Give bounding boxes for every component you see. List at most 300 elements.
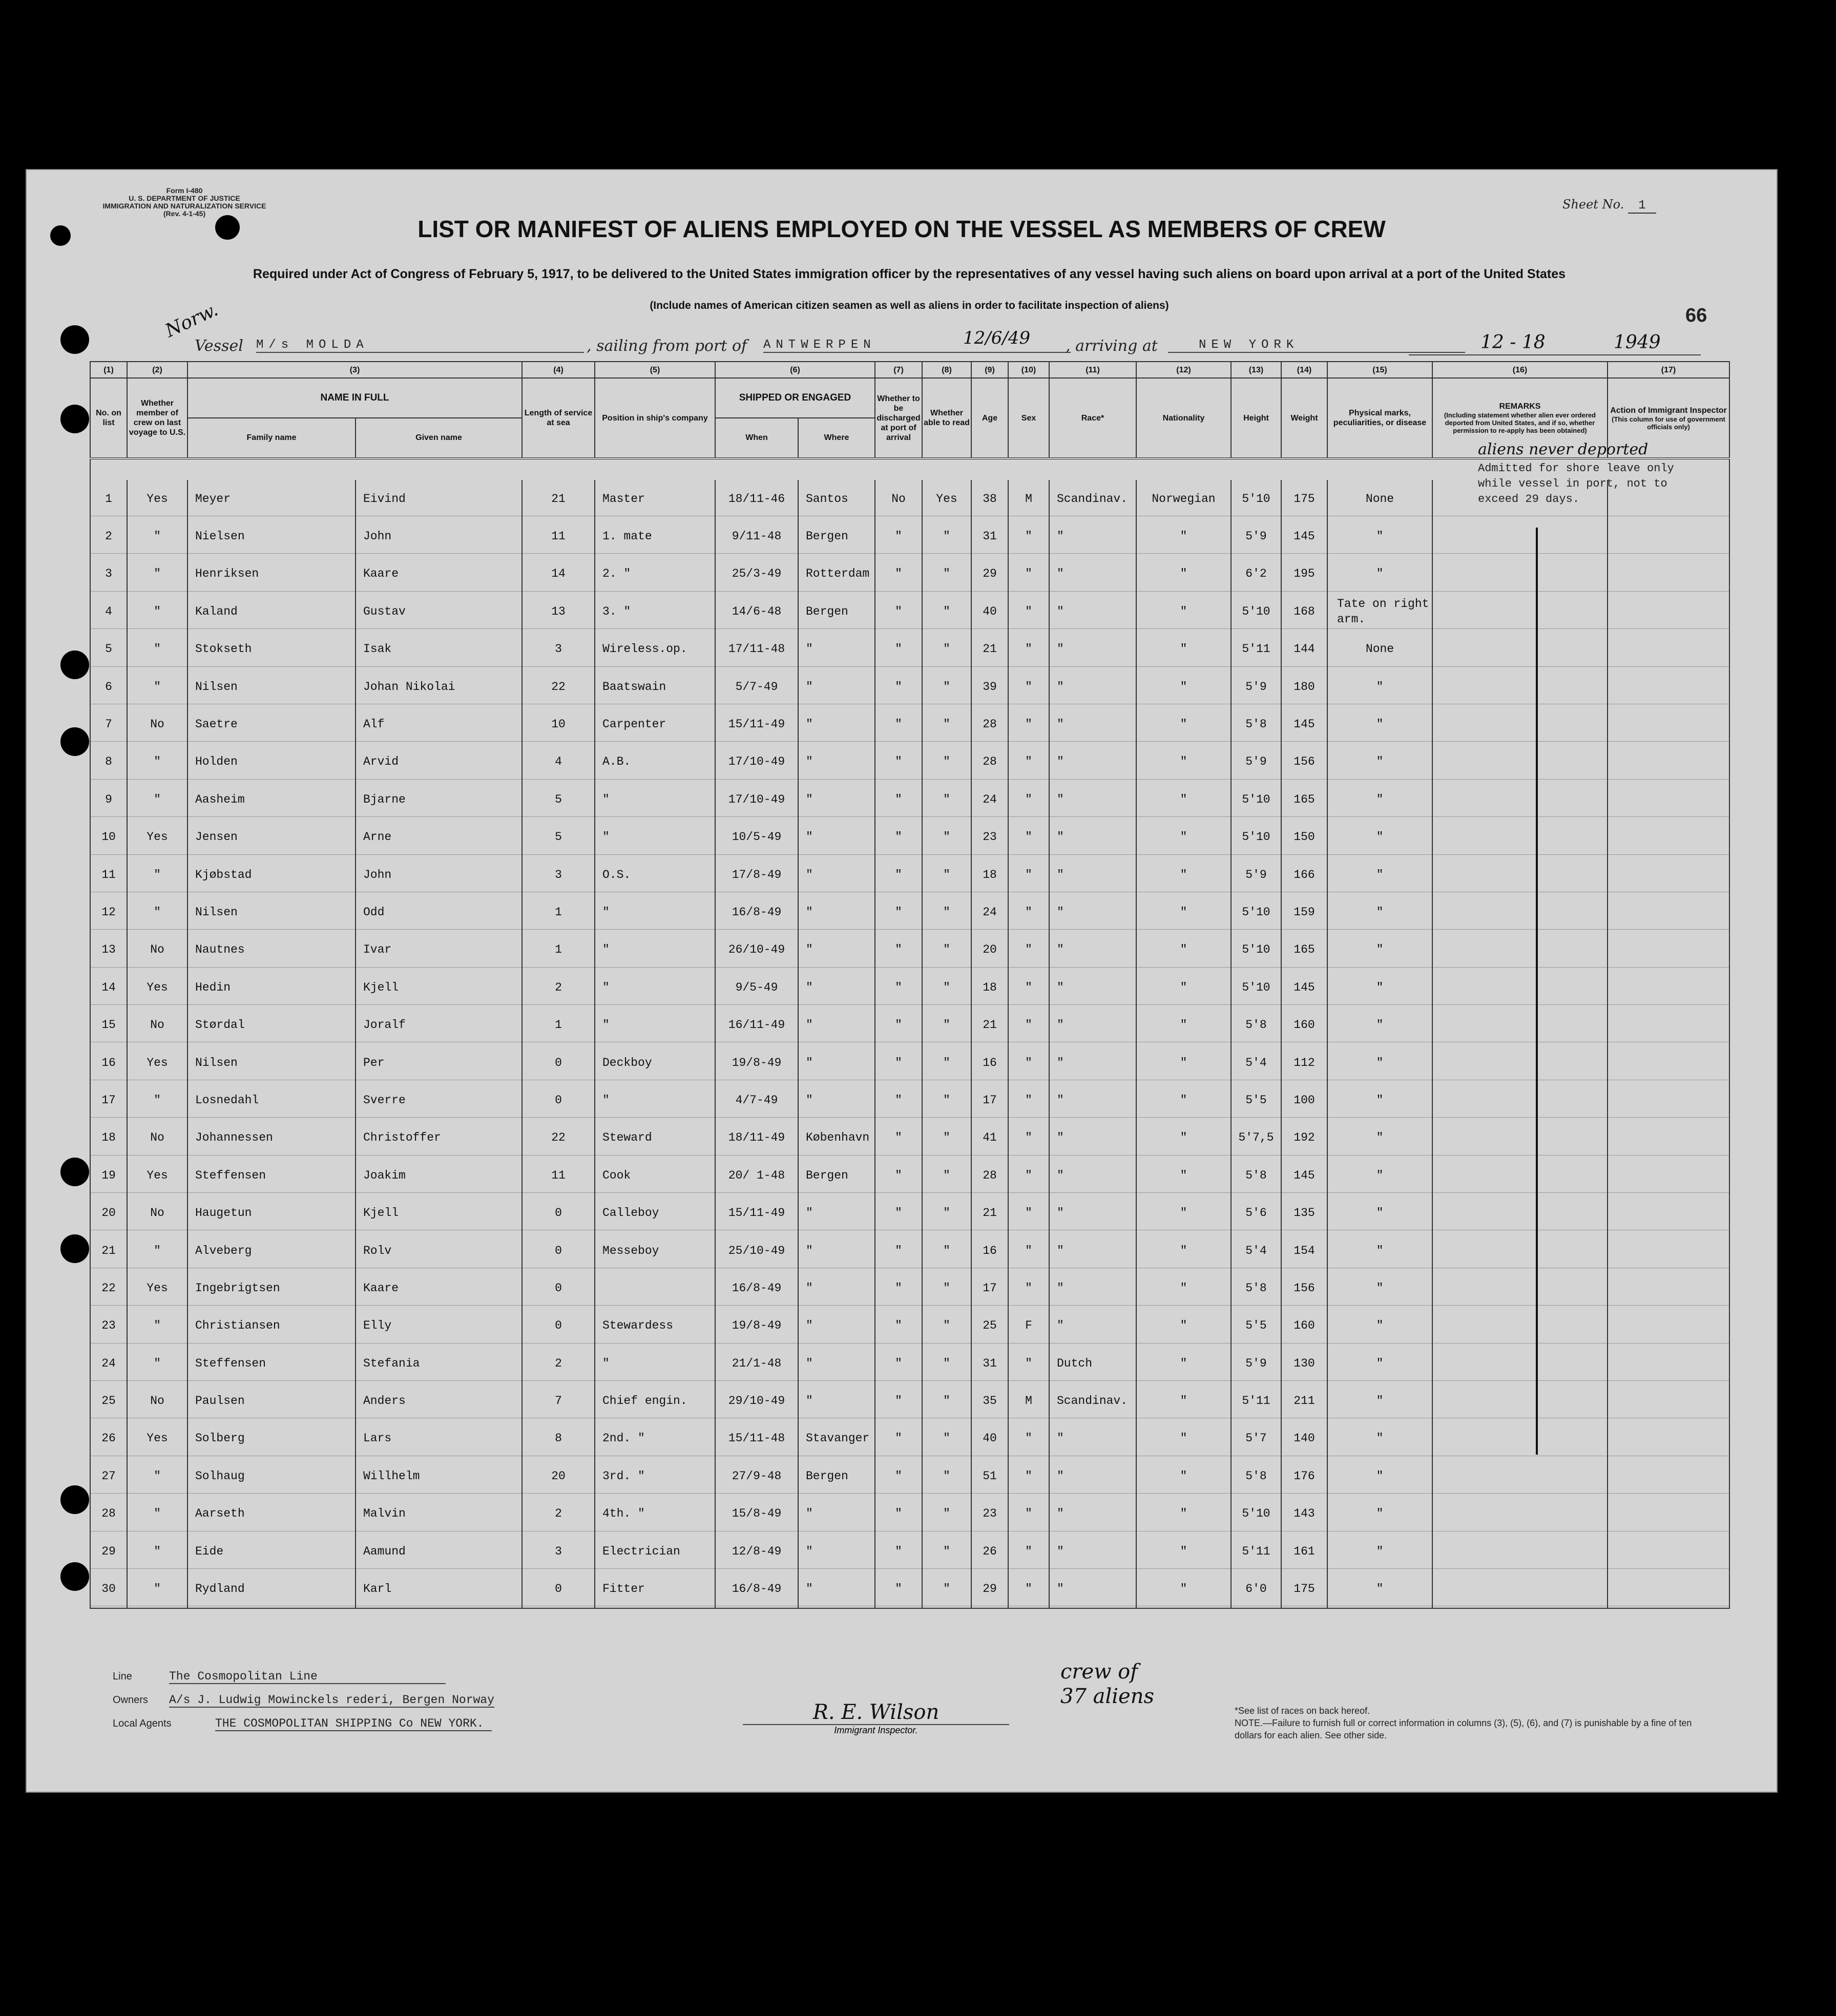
arrival-year: 1949 bbox=[1614, 332, 1661, 353]
cell-family-name: Aasheim bbox=[187, 781, 356, 818]
cell-height: 5'10 bbox=[1231, 593, 1281, 630]
cell-when: 4/7-49 bbox=[715, 1081, 798, 1119]
line-label: Line bbox=[113, 1671, 132, 1682]
cell-when: 5/7-49 bbox=[715, 668, 798, 705]
cell-marks: " bbox=[1327, 1495, 1432, 1532]
cell-service: 1 bbox=[522, 1006, 595, 1043]
cell-action bbox=[1608, 1232, 1729, 1269]
cell-race: " bbox=[1049, 856, 1136, 893]
column-header-row bbox=[90, 378, 1729, 418]
cell-position: " bbox=[595, 931, 715, 969]
cell-service: 5 bbox=[522, 818, 595, 856]
cell-age: 38 bbox=[971, 480, 1008, 517]
cell-nationality: " bbox=[1136, 555, 1231, 593]
cell-sex: " bbox=[1008, 631, 1049, 668]
cell-nationality: " bbox=[1136, 517, 1231, 555]
cell-family-name: Meyer bbox=[187, 480, 356, 517]
cell-family-name: Jensen bbox=[187, 818, 356, 856]
cell-nationality: " bbox=[1136, 1157, 1231, 1194]
cell-family-name: Solhaug bbox=[187, 1457, 356, 1495]
binder-hole bbox=[60, 1158, 89, 1186]
cell-height: 5'10 bbox=[1231, 969, 1281, 1006]
cell-read: " bbox=[922, 1232, 971, 1269]
cell-weight: 175 bbox=[1281, 1570, 1327, 1608]
cell-action bbox=[1608, 1420, 1729, 1457]
cell-read: " bbox=[922, 555, 971, 593]
cell-given-name: Elly bbox=[356, 1307, 522, 1345]
revision-date: (Rev. 4-1-45) bbox=[163, 209, 206, 218]
cell-where: " bbox=[798, 818, 875, 856]
cell-age: 17 bbox=[971, 1269, 1008, 1307]
col-num: (1) bbox=[90, 362, 127, 378]
cell-race: Scandinav. bbox=[1049, 1382, 1136, 1419]
cell-read: " bbox=[922, 1532, 971, 1570]
cell-where: " bbox=[798, 668, 875, 705]
cell-given-name: Malvin bbox=[356, 1495, 522, 1532]
cell-nationality: " bbox=[1136, 1457, 1231, 1495]
cell-marks: " bbox=[1327, 1420, 1432, 1457]
cell-given-name: Johan Nikolai bbox=[356, 668, 522, 705]
cell-marks: " bbox=[1327, 1044, 1432, 1081]
cell-race: " bbox=[1049, 1532, 1136, 1570]
cell-service: 2 bbox=[522, 969, 595, 1006]
cell-position: 2nd. " bbox=[595, 1420, 715, 1457]
cell-discharged: " bbox=[875, 1532, 922, 1570]
col-num: (3) bbox=[187, 362, 522, 378]
cell-height: 5'10 bbox=[1231, 818, 1281, 856]
cell-remarks bbox=[1432, 705, 1608, 743]
cell-weight: 165 bbox=[1281, 931, 1327, 969]
cell-read: " bbox=[922, 856, 971, 893]
cell-when: 15/11-49 bbox=[715, 705, 798, 743]
cell-remarks bbox=[1432, 1495, 1608, 1532]
table-row bbox=[90, 593, 1729, 630]
cell-read: " bbox=[922, 931, 971, 969]
cell-marks: " bbox=[1327, 1081, 1432, 1119]
cell-weight: 211 bbox=[1281, 1382, 1327, 1419]
cell-nationality: " bbox=[1136, 1495, 1231, 1532]
cell-no: 28 bbox=[90, 1495, 127, 1532]
cell-when: 15/8-49 bbox=[715, 1495, 798, 1532]
cell-marks: None bbox=[1327, 480, 1432, 517]
cell-given-name: John bbox=[356, 856, 522, 893]
cell-when: 17/8-49 bbox=[715, 856, 798, 893]
cell-read: " bbox=[922, 1081, 971, 1119]
cell-sex: " bbox=[1008, 818, 1049, 856]
cell-no: 22 bbox=[90, 1269, 127, 1307]
cell-where: " bbox=[798, 1570, 875, 1608]
cell-nationality: " bbox=[1136, 1420, 1231, 1457]
binder-hole bbox=[60, 1562, 89, 1591]
cell-sex: " bbox=[1008, 1570, 1049, 1608]
cell-discharged: " bbox=[875, 1382, 922, 1419]
cell-discharged: No bbox=[875, 480, 922, 517]
cell-where: Bergen bbox=[798, 517, 875, 555]
cell-position: 3. " bbox=[595, 593, 715, 630]
cell-age: 21 bbox=[971, 1194, 1008, 1231]
cell-nationality: " bbox=[1136, 893, 1231, 931]
cell-marks: " bbox=[1327, 1269, 1432, 1307]
cell-where: Santos bbox=[798, 480, 875, 517]
departure-hand-date: 12/6/49 bbox=[963, 328, 1031, 348]
cell-sex: " bbox=[1008, 1044, 1049, 1081]
cell-discharged: " bbox=[875, 1570, 922, 1608]
cell-nationality: " bbox=[1136, 593, 1231, 630]
cell-given-name: Bjarne bbox=[356, 781, 522, 818]
cell-remarks bbox=[1432, 1382, 1608, 1419]
cell-read: " bbox=[922, 1307, 971, 1345]
cell-where: " bbox=[798, 1044, 875, 1081]
cell-age: 25 bbox=[971, 1307, 1008, 1345]
cell-no: 25 bbox=[90, 1382, 127, 1419]
cell-sex: " bbox=[1008, 1119, 1049, 1157]
cell-age: 17 bbox=[971, 1081, 1008, 1119]
cell-member: " bbox=[127, 1307, 187, 1345]
cell-when: 19/8-49 bbox=[715, 1307, 798, 1345]
sailing-label: , sailing from port of bbox=[587, 337, 747, 355]
header-service: Length of service at sea bbox=[522, 378, 595, 458]
cell-discharged: " bbox=[875, 1232, 922, 1269]
cell-position: 1. mate bbox=[595, 517, 715, 555]
cell-nationality: " bbox=[1136, 1532, 1231, 1570]
cell-given-name: Kaare bbox=[356, 1269, 522, 1307]
cell-nationality: " bbox=[1136, 856, 1231, 893]
cell-height: 5'6 bbox=[1231, 1194, 1281, 1231]
cell-service: 1 bbox=[522, 931, 595, 969]
cell-sex: " bbox=[1008, 555, 1049, 593]
col-num: (6) bbox=[715, 362, 875, 378]
cell-no: 27 bbox=[90, 1457, 127, 1495]
cell-family-name: Aarseth bbox=[187, 1495, 356, 1532]
cell-height: 5'10 bbox=[1231, 480, 1281, 517]
cell-discharged: " bbox=[875, 1081, 922, 1119]
header-given-name: Given name bbox=[356, 418, 522, 458]
document-instruction: (Include names of American citizen seamen as well as aliens in order to facilitate inspection of aliens) bbox=[650, 300, 1169, 311]
cell-discharged: " bbox=[875, 856, 922, 893]
cell-age: 18 bbox=[971, 856, 1008, 893]
cell-race: " bbox=[1049, 1570, 1136, 1608]
cell-age: 20 bbox=[971, 931, 1008, 969]
cell-no: 17 bbox=[90, 1081, 127, 1119]
cell-given-name: Christoffer bbox=[356, 1119, 522, 1157]
cell-nationality: " bbox=[1136, 1232, 1231, 1269]
cell-sex: " bbox=[1008, 969, 1049, 1006]
vessel-label: Vessel bbox=[195, 337, 243, 355]
cell-when: 19/8-49 bbox=[715, 1044, 798, 1081]
header-weight: Weight bbox=[1281, 378, 1327, 458]
cell-no: 7 bbox=[90, 705, 127, 743]
cell-action bbox=[1608, 1532, 1729, 1570]
form-number: Form I-480 bbox=[166, 186, 203, 195]
crew-note-line1: crew of bbox=[1060, 1660, 1138, 1684]
service-name: IMMIGRATION AND NATURALIZATION SERVICE bbox=[102, 202, 266, 210]
cell-where: " bbox=[798, 969, 875, 1006]
cell-discharged: " bbox=[875, 931, 922, 969]
cell-nationality: " bbox=[1136, 818, 1231, 856]
cell-member: " bbox=[127, 1532, 187, 1570]
inspector-signature-block bbox=[743, 1700, 1009, 1736]
cell-when: 9/11-48 bbox=[715, 517, 798, 555]
cell-discharged: " bbox=[875, 818, 922, 856]
cell-weight: 175 bbox=[1281, 480, 1327, 517]
cell-given-name: Joakim bbox=[356, 1157, 522, 1194]
cell-family-name: Steffensen bbox=[187, 1345, 356, 1382]
cell-no: 4 bbox=[90, 593, 127, 630]
cell-age: 51 bbox=[971, 1457, 1008, 1495]
header-age: Age bbox=[971, 378, 1008, 458]
cell-position: Chief engin. bbox=[595, 1382, 715, 1419]
cell-where: " bbox=[798, 1307, 875, 1345]
cell-age: 18 bbox=[971, 969, 1008, 1006]
col-num: (16) bbox=[1432, 362, 1608, 378]
cell-where: Bergen bbox=[798, 1157, 875, 1194]
cell-position: " bbox=[595, 893, 715, 931]
cell-given-name: Joralf bbox=[356, 1006, 522, 1043]
table-row bbox=[90, 1157, 1729, 1194]
cell-no: 1 bbox=[90, 480, 127, 517]
cell-member: Yes bbox=[127, 1157, 187, 1194]
cell-discharged: " bbox=[875, 1345, 922, 1382]
cell-family-name: Christiansen bbox=[187, 1307, 356, 1345]
cell-member: Yes bbox=[127, 1269, 187, 1307]
cell-race: " bbox=[1049, 969, 1136, 1006]
cell-age: 40 bbox=[971, 593, 1008, 630]
cell-weight: 166 bbox=[1281, 856, 1327, 893]
cell-member: " bbox=[127, 1232, 187, 1269]
form-identifier bbox=[102, 187, 266, 218]
cell-action bbox=[1608, 555, 1729, 593]
cell-race: " bbox=[1049, 781, 1136, 818]
cell-race: " bbox=[1049, 631, 1136, 668]
cell-race: " bbox=[1049, 668, 1136, 705]
cell-service: 7 bbox=[522, 1382, 595, 1419]
cell-age: 28 bbox=[971, 1157, 1008, 1194]
cell-action bbox=[1608, 1269, 1729, 1307]
cell-member: " bbox=[127, 893, 187, 931]
cell-marks: None bbox=[1327, 631, 1432, 668]
cell-sex: " bbox=[1008, 856, 1049, 893]
cell-read: " bbox=[922, 705, 971, 743]
cell-nationality: " bbox=[1136, 1269, 1231, 1307]
cell-position: Baatswain bbox=[595, 668, 715, 705]
cell-marks: " bbox=[1327, 1307, 1432, 1345]
table-row bbox=[90, 1382, 1729, 1419]
cell-family-name: Eide bbox=[187, 1532, 356, 1570]
cell-height: 6'0 bbox=[1231, 1570, 1281, 1608]
binder-hole bbox=[60, 650, 89, 679]
arriving-label: , arriving at bbox=[1066, 337, 1158, 355]
cell-weight: 145 bbox=[1281, 969, 1327, 1006]
cell-height: 5'8 bbox=[1231, 1006, 1281, 1043]
cell-when: 26/10-49 bbox=[715, 931, 798, 969]
cell-height: 5'7 bbox=[1231, 1420, 1281, 1457]
cell-race: Dutch bbox=[1049, 1345, 1136, 1382]
cell-nationality: " bbox=[1136, 1382, 1231, 1419]
cell-service: 1 bbox=[522, 893, 595, 931]
header-shipped: SHIPPED OR ENGAGED bbox=[715, 378, 875, 418]
cell-action bbox=[1608, 1345, 1729, 1382]
cell-given-name: Anders bbox=[356, 1382, 522, 1419]
cell-height: 5'4 bbox=[1231, 1232, 1281, 1269]
cell-action bbox=[1608, 893, 1729, 931]
cell-age: 31 bbox=[971, 517, 1008, 555]
cell-read: " bbox=[922, 1382, 971, 1419]
cell-no: 3 bbox=[90, 555, 127, 593]
cell-remarks bbox=[1432, 743, 1608, 781]
cell-given-name: Rolv bbox=[356, 1232, 522, 1269]
cell-position: Deckboy bbox=[595, 1044, 715, 1081]
cell-where: " bbox=[798, 781, 875, 818]
cell-where: " bbox=[798, 631, 875, 668]
cell-remarks bbox=[1432, 1081, 1608, 1119]
cell-weight: 176 bbox=[1281, 1457, 1327, 1495]
table-row bbox=[90, 1345, 1729, 1382]
cell-nationality: " bbox=[1136, 969, 1231, 1006]
cell-age: 40 bbox=[971, 1420, 1008, 1457]
cell-no: 21 bbox=[90, 1232, 127, 1269]
cell-remarks bbox=[1432, 1269, 1608, 1307]
cell-height: 5'9 bbox=[1231, 856, 1281, 893]
legal-note bbox=[1235, 1705, 1696, 1741]
header-marks: Physical marks, peculiarities, or disease bbox=[1327, 378, 1432, 458]
cell-nationality: " bbox=[1136, 931, 1231, 969]
cell-when: 16/8-49 bbox=[715, 1570, 798, 1608]
cell-height: 5'11 bbox=[1231, 631, 1281, 668]
cell-service: 11 bbox=[522, 517, 595, 555]
table-row bbox=[90, 893, 1729, 931]
cell-nationality: " bbox=[1136, 1044, 1231, 1081]
remarks-typed-note: Admitted for shore leave only while vessel in port, not to exceed 29 days. bbox=[1478, 462, 1674, 506]
cell-age: 35 bbox=[971, 1382, 1008, 1419]
cell-member: " bbox=[127, 517, 187, 555]
cell-member: " bbox=[127, 1345, 187, 1382]
cell-age: 24 bbox=[971, 781, 1008, 818]
cell-action bbox=[1608, 969, 1729, 1006]
cell-marks: " bbox=[1327, 705, 1432, 743]
cell-family-name: Nielsen bbox=[187, 517, 356, 555]
cell-action bbox=[1608, 743, 1729, 781]
cell-service: 21 bbox=[522, 480, 595, 517]
cell-service: 22 bbox=[522, 1119, 595, 1157]
col-num: (10) bbox=[1008, 362, 1049, 378]
cell-age: 29 bbox=[971, 1570, 1008, 1608]
cell-read: Yes bbox=[922, 480, 971, 517]
cell-member: " bbox=[127, 1570, 187, 1608]
cell-no: 23 bbox=[90, 1307, 127, 1345]
cell-service: 8 bbox=[522, 1420, 595, 1457]
cell-where: Bergen bbox=[798, 593, 875, 630]
cell-member: Yes bbox=[127, 1044, 187, 1081]
cell-nationality: " bbox=[1136, 1345, 1231, 1382]
owners-value: A/s J. Ludwig Mowinckels rederi, Bergen Norway bbox=[169, 1693, 494, 1707]
cell-service: 14 bbox=[522, 555, 595, 593]
col-num: (4) bbox=[522, 362, 595, 378]
cell-weight: 145 bbox=[1281, 1157, 1327, 1194]
cell-where: Bergen bbox=[798, 1457, 875, 1495]
cell-given-name: Arne bbox=[356, 818, 522, 856]
cell-discharged: " bbox=[875, 705, 922, 743]
cell-service: 20 bbox=[522, 1457, 595, 1495]
cell-weight: 161 bbox=[1281, 1532, 1327, 1570]
cell-remarks bbox=[1432, 1307, 1608, 1345]
cell-remarks bbox=[1432, 1232, 1608, 1269]
cell-marks: " bbox=[1327, 1345, 1432, 1382]
cell-weight: 100 bbox=[1281, 1081, 1327, 1119]
cell-discharged: " bbox=[875, 1457, 922, 1495]
cell-sex: " bbox=[1008, 705, 1049, 743]
cell-sex: " bbox=[1008, 1457, 1049, 1495]
col-num: (17) bbox=[1608, 362, 1729, 378]
cell-action bbox=[1608, 1006, 1729, 1043]
cell-sex: " bbox=[1008, 1532, 1049, 1570]
cell-action bbox=[1608, 1119, 1729, 1157]
cell-position: Calleboy bbox=[595, 1194, 715, 1231]
cell-action bbox=[1608, 1495, 1729, 1532]
cell-marks: " bbox=[1327, 1570, 1432, 1608]
agents-label: Local Agents bbox=[113, 1718, 172, 1729]
cell-when: 25/10-49 bbox=[715, 1232, 798, 1269]
cell-race: " bbox=[1049, 705, 1136, 743]
cell-member: Yes bbox=[127, 818, 187, 856]
header-position: Position in ship's company bbox=[595, 378, 715, 458]
cell-when: 15/11-49 bbox=[715, 1194, 798, 1231]
cell-when: 18/11-49 bbox=[715, 1119, 798, 1157]
port-of-departure: ANTWERPEN bbox=[763, 338, 1071, 353]
table-row bbox=[90, 1532, 1729, 1570]
cell-action bbox=[1608, 1570, 1729, 1608]
races-note: *See list of races on back hereof. bbox=[1235, 1706, 1370, 1716]
cell-no: 5 bbox=[90, 631, 127, 668]
cell-marks: " bbox=[1327, 1006, 1432, 1043]
cell-race: " bbox=[1049, 1307, 1136, 1345]
cell-service: 10 bbox=[522, 705, 595, 743]
cell-given-name: Gustav bbox=[356, 593, 522, 630]
header-sex: Sex bbox=[1008, 378, 1049, 458]
cell-height: 5'8 bbox=[1231, 705, 1281, 743]
cell-marks: " bbox=[1327, 781, 1432, 818]
arrival-date-underline bbox=[1409, 354, 1701, 355]
cell-position: " bbox=[595, 1081, 715, 1119]
cell-marks: " bbox=[1327, 743, 1432, 781]
cell-family-name: Rydland bbox=[187, 1570, 356, 1608]
cell-member: " bbox=[127, 1495, 187, 1532]
cell-race: " bbox=[1049, 1194, 1136, 1231]
header-no: No. on list bbox=[90, 378, 127, 458]
table-row bbox=[90, 705, 1729, 743]
cell-weight: 165 bbox=[1281, 781, 1327, 818]
cell-nationality: Norwegian bbox=[1136, 480, 1231, 517]
cell-read: " bbox=[922, 1570, 971, 1608]
cell-height: 5'4 bbox=[1231, 1044, 1281, 1081]
cell-race: " bbox=[1049, 593, 1136, 630]
cell-age: 31 bbox=[971, 1345, 1008, 1382]
cell-service: 0 bbox=[522, 1269, 595, 1307]
cell-marks: " bbox=[1327, 931, 1432, 969]
inspector-caption: Immigrant Inspector. bbox=[834, 1725, 918, 1735]
column-number-row bbox=[90, 362, 1729, 378]
table-row bbox=[90, 555, 1729, 593]
cell-race: Scandinav. bbox=[1049, 480, 1136, 517]
cell-position: Electrician bbox=[595, 1532, 715, 1570]
header-discharged: Whether to be discharged at port of arrival bbox=[875, 378, 922, 458]
cell-position: 3rd. " bbox=[595, 1457, 715, 1495]
cell-sex: " bbox=[1008, 593, 1049, 630]
cell-service: 5 bbox=[522, 781, 595, 818]
cell-weight: 140 bbox=[1281, 1420, 1327, 1457]
cell-service: 2 bbox=[522, 1345, 595, 1382]
cell-family-name: Nilsen bbox=[187, 893, 356, 931]
header-nationality: Nationality bbox=[1136, 378, 1231, 458]
